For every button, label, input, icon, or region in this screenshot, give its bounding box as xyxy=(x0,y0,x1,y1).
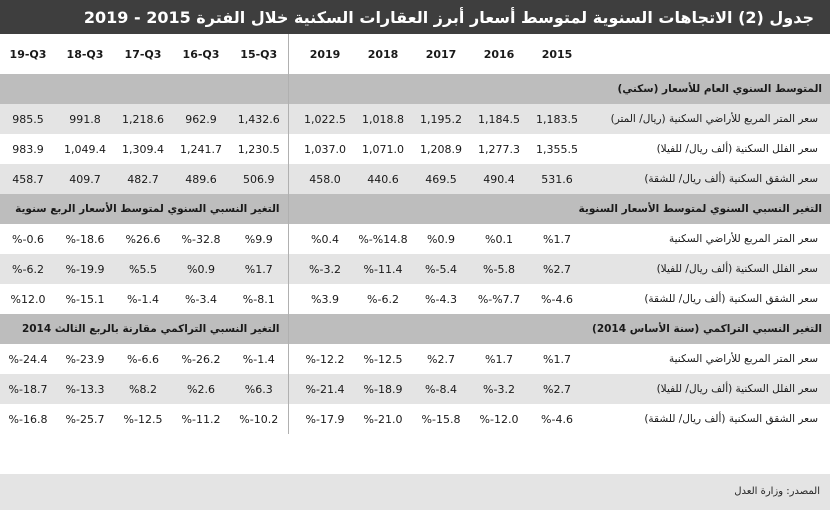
value-cell: %-26.2 xyxy=(172,344,230,374)
value-cell: %-15.8 xyxy=(412,404,470,434)
value-cell: 1,277.3 xyxy=(470,134,528,164)
row-label: سعر المتر المربع للأراضي السكنية xyxy=(586,224,830,254)
table-row xyxy=(0,404,830,434)
value-cell: %12.0 xyxy=(0,284,56,314)
value-cell: %-24.4 xyxy=(0,344,56,374)
value-cell: 1,230.5 xyxy=(230,134,288,164)
column-divider xyxy=(288,284,296,314)
value-cell: %-23.9 xyxy=(56,344,114,374)
value-cell: %9.9 xyxy=(230,224,288,254)
value-cell: %-5.8 xyxy=(470,254,528,284)
value-cell: 1,195.2 xyxy=(412,104,470,134)
value-cell: 1,355.5 xyxy=(528,134,586,164)
value-cell: 1,432.6 xyxy=(230,104,288,134)
value-cell: %8.2 xyxy=(114,374,172,404)
section-left-title: التغير النسبي السنوي لمتوسط الأسعار الربع سنوية xyxy=(0,194,288,224)
table-row xyxy=(0,254,830,284)
value-cell: %-1.4 xyxy=(114,284,172,314)
section-header xyxy=(0,194,830,224)
footer-band xyxy=(0,474,830,510)
value-cell: %1.7 xyxy=(528,344,586,374)
value-cell: %26.6 xyxy=(114,224,172,254)
value-cell: %-10.2 xyxy=(230,404,288,434)
header-label-spacer xyxy=(586,34,830,74)
value-cell: 490.4 xyxy=(470,164,528,194)
column-header: 2019 xyxy=(296,34,354,74)
column-header: 2018 xyxy=(354,34,412,74)
value-cell: 489.6 xyxy=(172,164,230,194)
value-cell: 962.9 xyxy=(172,104,230,134)
table-row xyxy=(0,104,830,134)
value-cell: %-21.0 xyxy=(354,404,412,434)
value-cell: 1,018.8 xyxy=(354,104,412,134)
value-cell: 531.6 xyxy=(528,164,586,194)
table-row xyxy=(0,344,830,374)
value-cell: %-1.4 xyxy=(230,344,288,374)
value-cell: %0.9 xyxy=(172,254,230,284)
value-cell: %0.9 xyxy=(412,224,470,254)
value-cell: %-3.4 xyxy=(172,284,230,314)
column-divider xyxy=(288,104,296,134)
value-cell: %-12.5 xyxy=(114,404,172,434)
value-cell: %1.7 xyxy=(230,254,288,284)
value-cell: %-8.4 xyxy=(412,374,470,404)
value-cell: 506.9 xyxy=(230,164,288,194)
value-cell: 440.6 xyxy=(354,164,412,194)
value-cell: 458.0 xyxy=(296,164,354,194)
value-cell: %-3.2 xyxy=(296,254,354,284)
table-row xyxy=(0,134,830,164)
value-cell: %-4.6 xyxy=(528,404,586,434)
value-cell: %3.9 xyxy=(296,284,354,314)
column-header: 2015 xyxy=(528,34,586,74)
column-divider xyxy=(288,404,296,434)
column-divider xyxy=(288,194,296,224)
value-cell: %2.7 xyxy=(528,374,586,404)
column-header: 15-Q3 xyxy=(230,34,288,74)
value-cell: %-8.1 xyxy=(230,284,288,314)
value-cell: 1,183.5 xyxy=(528,104,586,134)
table-row xyxy=(0,164,830,194)
value-cell: 1,022.5 xyxy=(296,104,354,134)
value-cell: %-%14.8 xyxy=(354,224,412,254)
row-label: سعر المتر المربع للأراضي السكنية xyxy=(586,344,830,374)
data-table xyxy=(0,34,830,434)
value-cell: 469.5 xyxy=(412,164,470,194)
column-divider xyxy=(288,164,296,194)
value-cell: %0.1 xyxy=(470,224,528,254)
column-divider xyxy=(288,34,296,74)
column-header: 2017 xyxy=(412,34,470,74)
section-right-title: التغير النسبي التراكمي (سنة الأساس 2014) xyxy=(296,314,830,344)
row-label: سعر الفلل السكنية (ألف ريال/ للفيلا) xyxy=(586,374,830,404)
value-cell: %-12.0 xyxy=(470,404,528,434)
row-label: سعر الشقق السكنية (ألف ريال/ للشقة) xyxy=(586,164,830,194)
value-cell: %-11.4 xyxy=(354,254,412,284)
value-cell: %-6.2 xyxy=(354,284,412,314)
value-cell: %-18.9 xyxy=(354,374,412,404)
table-row xyxy=(0,374,830,404)
value-cell: %1.7 xyxy=(528,224,586,254)
value-cell: %-25.7 xyxy=(56,404,114,434)
value-cell: %-12.5 xyxy=(354,344,412,374)
value-cell: 1,049.4 xyxy=(56,134,114,164)
header-row xyxy=(0,34,830,74)
value-cell: 1,037.0 xyxy=(296,134,354,164)
value-cell: %-21.4 xyxy=(296,374,354,404)
value-cell: 991.8 xyxy=(56,104,114,134)
value-cell: %-4.3 xyxy=(412,284,470,314)
value-cell: %-3.2 xyxy=(470,374,528,404)
column-header: 16-Q3 xyxy=(172,34,230,74)
value-cell: %-4.6 xyxy=(528,284,586,314)
row-label: سعر الفلل السكنية (ألف ريال/ للفيلا) xyxy=(586,134,830,164)
table-row xyxy=(0,284,830,314)
column-divider xyxy=(288,134,296,164)
section-left-title: التغير النسبي التراكمي مقارنة بالربع الثالث 2014 xyxy=(0,314,288,344)
column-header: 17-Q3 xyxy=(114,34,172,74)
section-right-title: التغير النسبي السنوي لمتوسط الأسعار السنوية xyxy=(296,194,830,224)
section-right-title: المتوسط السنوي العام للأسعار (سكني) xyxy=(296,74,830,104)
value-cell: 1,241.7 xyxy=(172,134,230,164)
value-cell: 985.5 xyxy=(0,104,56,134)
value-cell: %-18.6 xyxy=(56,224,114,254)
value-cell: %-19.9 xyxy=(56,254,114,284)
value-cell: %-16.8 xyxy=(0,404,56,434)
value-cell: %-0.6 xyxy=(0,224,56,254)
value-cell: %-32.8 xyxy=(172,224,230,254)
value-cell: %-%7.7 xyxy=(470,284,528,314)
row-label: سعر الفلل السكنية (ألف ريال/ للفيلا) xyxy=(586,254,830,284)
value-cell: 983.9 xyxy=(0,134,56,164)
value-cell: 1,208.9 xyxy=(412,134,470,164)
value-cell: %2.7 xyxy=(412,344,470,374)
column-header: 18-Q3 xyxy=(56,34,114,74)
column-divider xyxy=(288,254,296,284)
column-divider xyxy=(288,224,296,254)
value-cell: %0.4 xyxy=(296,224,354,254)
value-cell: 1,218.6 xyxy=(114,104,172,134)
value-cell: %2.7 xyxy=(528,254,586,284)
column-divider xyxy=(288,344,296,374)
column-divider xyxy=(288,314,296,344)
column-divider xyxy=(288,374,296,404)
value-cell: 409.7 xyxy=(56,164,114,194)
value-cell: %5.5 xyxy=(114,254,172,284)
value-cell: %-18.7 xyxy=(0,374,56,404)
column-header: 19-Q3 xyxy=(0,34,56,74)
value-cell: %-17.9 xyxy=(296,404,354,434)
value-cell: %6.3 xyxy=(230,374,288,404)
section-header xyxy=(0,314,830,344)
column-divider xyxy=(288,74,296,104)
row-label: سعر الشقق السكنية (ألف ريال/ للشقة) xyxy=(586,404,830,434)
value-cell: %-6.6 xyxy=(114,344,172,374)
value-cell: %1.7 xyxy=(470,344,528,374)
source-note: المصدر: وزارة العدل xyxy=(734,486,820,497)
value-cell: %-11.2 xyxy=(172,404,230,434)
section-header xyxy=(0,74,830,104)
row-label: سعر الشقق السكنية (ألف ريال/ للشقة) xyxy=(586,284,830,314)
row-label: سعر المتر المربع للأراضي السكنية (ريال/ المتر) xyxy=(586,104,830,134)
value-cell: 458.7 xyxy=(0,164,56,194)
table-row xyxy=(0,224,830,254)
value-cell: %-15.1 xyxy=(56,284,114,314)
column-header: 2016 xyxy=(470,34,528,74)
value-cell: %-6.2 xyxy=(0,254,56,284)
value-cell: %2.6 xyxy=(172,374,230,404)
value-cell: 1,309.4 xyxy=(114,134,172,164)
value-cell: %-13.3 xyxy=(56,374,114,404)
value-cell: 1,184.5 xyxy=(470,104,528,134)
value-cell: 482.7 xyxy=(114,164,172,194)
value-cell: 1,071.0 xyxy=(354,134,412,164)
section-left-title xyxy=(0,74,288,104)
table-title: جدول (2) الاتجاهات السنوية لمتوسط أسعار أبرز العقارات السكنية خلال الفترة 2015 - 2019 xyxy=(0,0,830,34)
value-cell: %-5.4 xyxy=(412,254,470,284)
value-cell: %-12.2 xyxy=(296,344,354,374)
